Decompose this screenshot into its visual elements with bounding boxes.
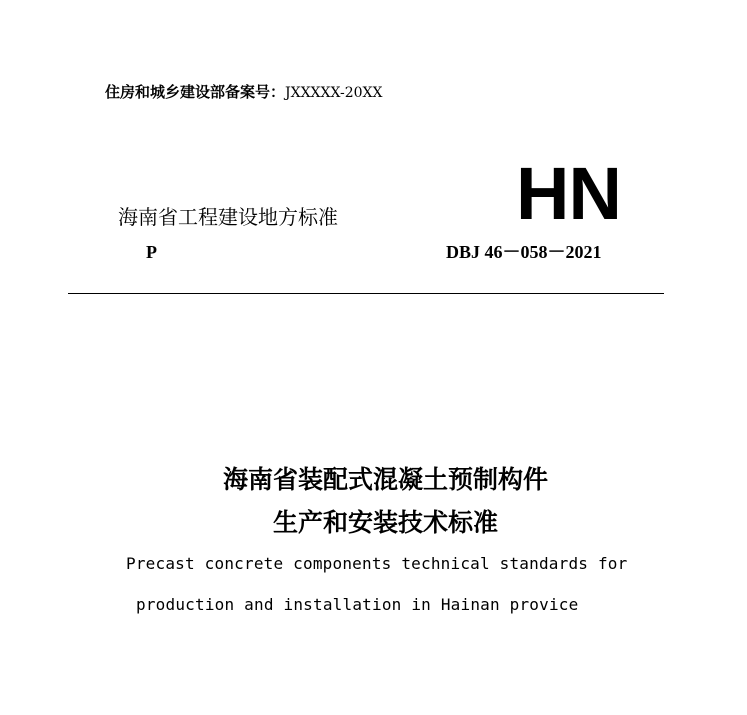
province-mark: HN — [516, 152, 621, 235]
header-divider — [68, 293, 664, 294]
title-english-line-2: production and installation in Hainan provice — [136, 595, 579, 614]
title-english-line-1: Precast concrete components technical standards for — [126, 554, 628, 573]
filing-record-label: 住房和城乡建设部备案号： — [105, 83, 286, 101]
standard-number: DBJ 46－058－2021 — [446, 242, 602, 262]
standard-category: 海南省工程建设地方标准 — [118, 205, 338, 229]
filing-record-code: JXXXXX-20XX — [285, 85, 383, 101]
title-chinese-line-2: 生产和安装技术标准 — [272, 508, 498, 537]
title-chinese-line-1: 海南省装配式混凝土预制构件 — [222, 465, 548, 494]
filing-record-line — [105, 80, 382, 105]
class-letter: P — [146, 242, 157, 262]
